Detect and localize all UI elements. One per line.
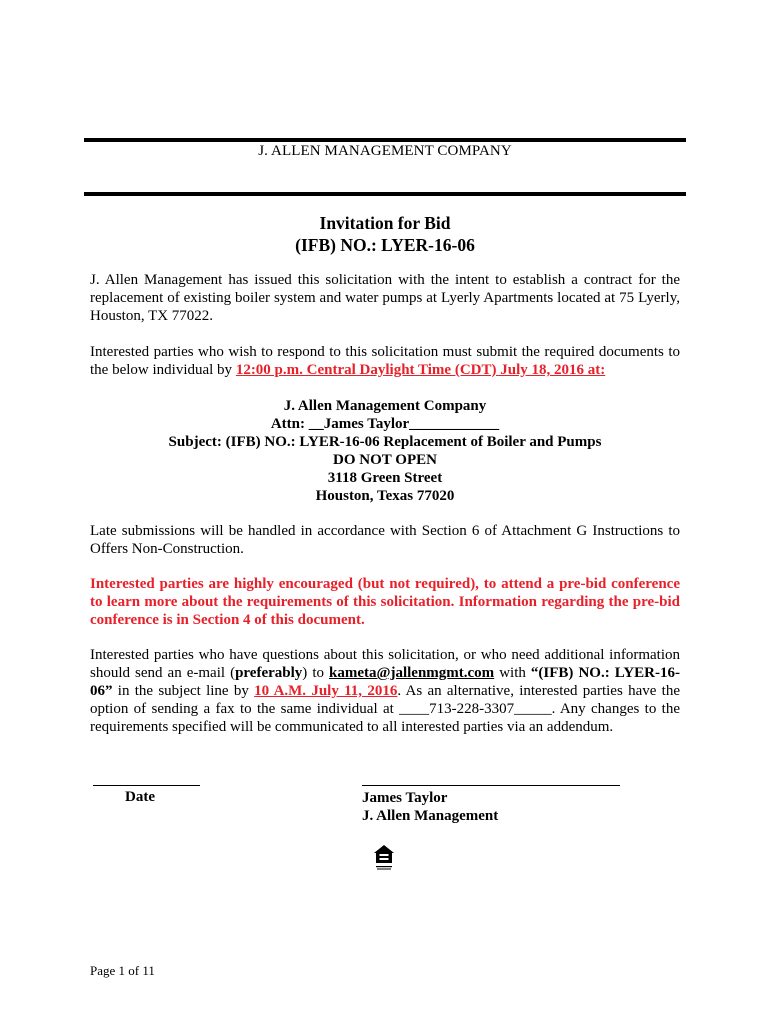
questions-text-5: . As an alternative, interested parties have the option of sending a fax to the same individual at ____713-228-3307_____. Any changes to the requirements specified will be communicated to all interested parties via an addendum. <box>90 683 680 735</box>
questions-text-4: in the subject line by <box>112 683 255 699</box>
questions-paragraph <box>90 646 680 736</box>
submission-deadline: 12:00 p.m. Central Daylight Time (CDT) July 18, 2016 at: <box>235 362 606 378</box>
page-number: Page 1 of 11 <box>90 963 155 978</box>
address-notice: DO NOT OPEN <box>333 452 437 468</box>
signer-block <box>362 789 498 825</box>
conference-notice-paragraph: Interested parties are highly encouraged (but not required), to attend a pre-bid conference to learn more about the requirements of this solicitation. Information regarding the pre-bid conference is in Section 4 of this document. <box>90 576 680 628</box>
document-title <box>84 212 686 256</box>
title-line-2: (IFB) NO.: LYER-16-06 <box>295 235 475 255</box>
mailing-address <box>84 397 686 505</box>
address-city: Houston, Texas 77020 <box>315 488 455 504</box>
intro-paragraph: J. Allen Management has issued this solicitation with the intent to establish a contract for the replacement of existing boiler system and water pumps at Lyerly Apartments located at 75 Lyerly, Houston, TX 77022. <box>90 272 680 324</box>
submission-text: Interested parties who wish to respond to this solicitation must submit the required documents to the below individual by <box>90 344 680 378</box>
questions-preferably: preferably <box>235 665 303 681</box>
questions-text-3: with <box>494 665 531 681</box>
questions-deadline: 10 A.M. July 11, 2016 <box>254 683 398 699</box>
address-attn: Attn: __James Taylor____________ <box>270 416 500 432</box>
questions-subject-ref: “(IFB) NO.: LYER-16-06” <box>90 665 681 699</box>
submission-paragraph <box>90 343 680 379</box>
address-company: J. Allen Management Company <box>283 398 487 414</box>
signer-org: J. Allen Management <box>362 808 499 824</box>
signer-name: James Taylor <box>362 790 448 806</box>
date-signature-line <box>93 785 200 786</box>
name-signature-line <box>362 785 620 786</box>
address-street: 3118 Green Street <box>327 470 443 486</box>
address-subject: Subject: (IFB) NO.: LYER-16-06 Replacement of Boiler and Pumps <box>168 434 602 450</box>
company-header: J. ALLEN MANAGEMENT COMPANY <box>258 143 512 159</box>
header-rule-bottom <box>84 192 686 196</box>
title-line-1: Invitation for Bid <box>319 213 451 233</box>
late-submissions-paragraph: Late submissions will be handled in accordance with Section 6 of Attachment G Instructions to Offers Non-Construction. <box>90 523 680 557</box>
questions-text-2: ) to <box>302 665 330 681</box>
questions-text-1: Interested parties who have questions about this solicitation, or who need additional information should send an e-mail ( <box>90 647 680 681</box>
date-label: Date <box>125 789 155 805</box>
equal-housing-opportunity-icon <box>372 843 396 871</box>
contact-email-link[interactable]: kameta@jallenmgmt.com <box>329 665 495 681</box>
header-rule-top <box>84 138 686 142</box>
